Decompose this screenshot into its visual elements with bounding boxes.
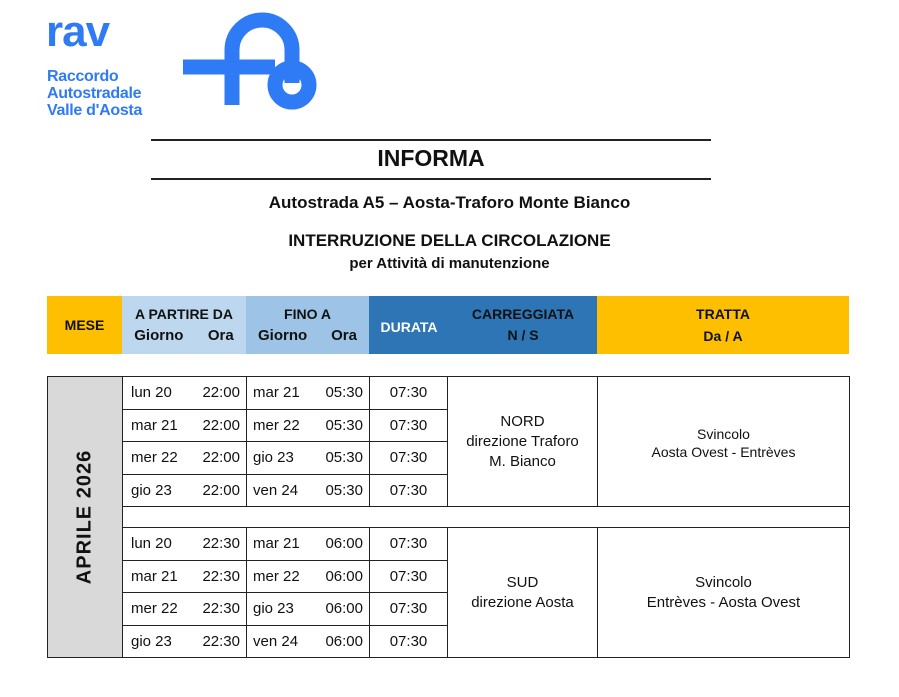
from-day: mer 22 (131, 600, 178, 618)
to-day: ven 24 (253, 632, 299, 650)
tratta-line: Svincolo (695, 573, 752, 591)
from-day: gio 23 (131, 632, 172, 650)
durata-cell: 07:30 (370, 474, 448, 507)
tratta-line: Aosta Ovest - Entrèves (651, 444, 796, 460)
header-giorno: Giorno (257, 327, 308, 344)
to-day: ven 24 (253, 481, 299, 499)
header-from (122, 296, 246, 354)
carreggiata-line: direzione Aosta (471, 593, 574, 611)
header-to (246, 296, 369, 354)
road-name: Autostrada A5 – Aosta-Traforo Monte Bianco (268, 193, 631, 212)
header-label: FINO A (284, 306, 331, 322)
from-time: 22:30 (202, 632, 240, 650)
to-time: 05:30 (325, 416, 363, 434)
rav-logo-subtitle (47, 68, 142, 119)
divider (151, 139, 711, 141)
durata-cell: 07:30 (370, 625, 448, 658)
to-day: mar 21 (253, 384, 300, 402)
header-giorno: Giorno (134, 327, 184, 344)
durata-cell: 07:30 (370, 377, 448, 410)
durata-cell: 07:30 (370, 442, 448, 475)
from-day: lun 20 (131, 535, 172, 553)
schedule-table (47, 376, 850, 658)
header-label: A PARTIRE DA (135, 306, 233, 322)
to-day: gio 23 (253, 449, 294, 467)
from-time: 22:00 (202, 384, 240, 402)
durata-cell: 07:30 (370, 560, 448, 593)
durata-cell: 07:30 (370, 528, 448, 561)
from-day: lun 20 (131, 384, 172, 402)
carreggiata-line: M. Bianco (489, 452, 556, 470)
tratta-cell (598, 377, 850, 507)
from-time: 22:00 (202, 481, 240, 499)
to-time: 06:00 (325, 600, 363, 618)
tratta-line: Entrèves - Aosta Ovest (646, 593, 801, 611)
carreggiata-line: direzione Traforo (466, 432, 579, 450)
logo-line: Raccordo (47, 68, 119, 85)
header-carreggiata: CARREGGIATA (471, 306, 575, 322)
from-time: 22:30 (202, 535, 240, 553)
rav-logo-mark-icon (180, 5, 320, 115)
carreggiata-line: NORD (500, 412, 545, 430)
table-row (48, 377, 850, 410)
to-time: 05:30 (325, 449, 363, 467)
from-day: mer 22 (131, 449, 178, 467)
from-time: 22:30 (202, 567, 240, 585)
group-separator (48, 507, 850, 528)
header-carreggiata-sub: N / S (507, 327, 539, 343)
from-time: 22:00 (202, 416, 240, 434)
header-tratta (597, 296, 849, 354)
to-time: 06:00 (325, 567, 363, 585)
header-label: MESE (64, 317, 105, 333)
to-day: gio 23 (253, 600, 294, 618)
to-time: 05:30 (325, 481, 363, 499)
from-time: 22:00 (202, 449, 240, 467)
notice-reason: per Attività di manutenzione (349, 255, 550, 272)
durata-cell: 07:30 (370, 409, 448, 442)
header-ora: Ora (331, 327, 357, 344)
notice-title: INTERRUZIONE DELLA CIRCOLAZIONE (288, 231, 611, 250)
page-title: INFORMA (377, 145, 485, 171)
carreggiata-cell (448, 377, 598, 507)
to-time: 06:00 (325, 535, 363, 553)
month-cell (48, 377, 123, 658)
from-day: mar 21 (131, 567, 178, 585)
table-row (48, 528, 850, 561)
from-day: gio 23 (131, 481, 172, 499)
to-day: mar 21 (253, 535, 300, 553)
header-durata: DURATA (380, 319, 438, 335)
tratta-line: Svincolo (697, 426, 750, 442)
header-label: TRATTA (696, 306, 750, 322)
tratta-cell (598, 528, 850, 658)
header-durata-carreggiata (369, 296, 597, 354)
to-day: mer 22 (253, 567, 300, 585)
logo-line: Valle d'Aosta (47, 102, 143, 119)
to-time: 06:00 (325, 632, 363, 650)
carreggiata-cell (448, 528, 598, 658)
from-time: 22:30 (202, 600, 240, 618)
to-day: mer 22 (253, 416, 300, 434)
rav-logo: rav (46, 7, 110, 56)
header-label: Da / A (703, 328, 743, 344)
from-day: mar 21 (131, 416, 178, 434)
month-label: APRILE 2026 (73, 449, 96, 585)
durata-cell: 07:30 (370, 593, 448, 626)
header-ora: Ora (207, 327, 234, 344)
to-time: 05:30 (325, 384, 363, 402)
carreggiata-line: SUD (506, 573, 539, 591)
divider (151, 178, 711, 180)
header-mese (47, 296, 122, 354)
logo-line: Autostradale (47, 85, 142, 102)
